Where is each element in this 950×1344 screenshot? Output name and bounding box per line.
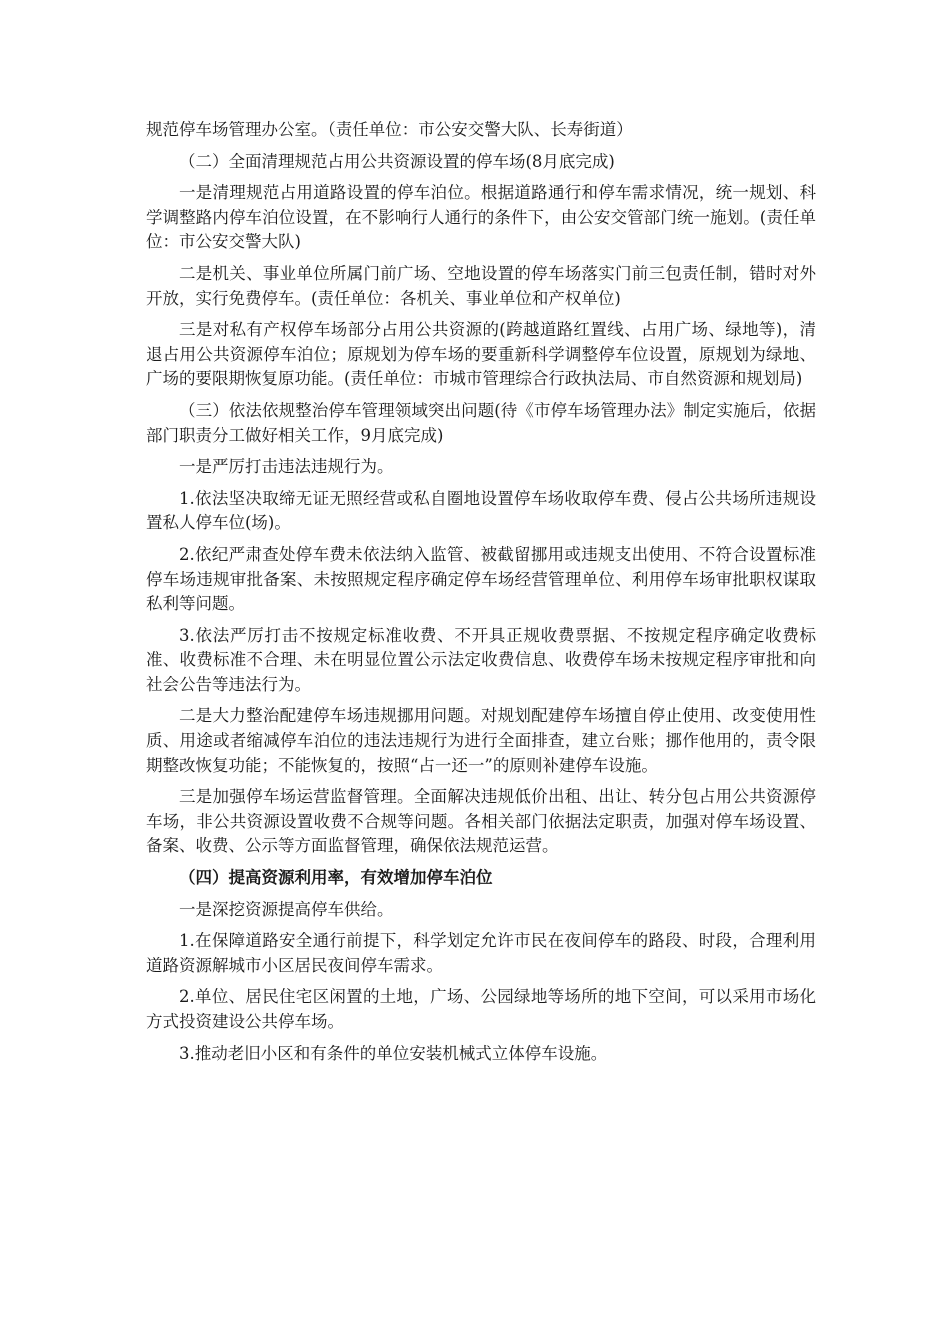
list-item: 2.单位、居民住宅区闲置的土地，广场、公园绿地等场所的地下空间，可以采用市场化方式投资建设公共停车场。 — [146, 987, 816, 1031]
list-item: 1.依法坚决取缔无证无照经营或私自圈地设置停车场收取停车费、侵占公共场所违规设置私人停车位(场)。 — [146, 488, 816, 533]
section-heading: （四）提高资源利用率，有效增加停车泊位 — [179, 868, 493, 888]
paragraph: 规范停车场管理办公室。（责任单位：市公安交警大队、长寿街道） — [146, 120, 633, 139]
document-page — [146, 118, 816, 1073]
paragraph: 三是加强停车场运营监督管理。全面解决违规低价出租、出让、转分包占用公共资源停车场，非公共资源设置收费不合规等问题。各相关部门依据法定职责，加强对停车场设置、备案、收费、公示等方面监督管理，确保依法规范运营。 — [146, 787, 816, 856]
section-heading: （三）依法依规整治停车管理领域突出问题(待《市停车场管理办法》制定实施后，依据部门职责分工做好相关工作，9月底完成) — [146, 400, 816, 445]
paragraph: 二是大力整治配建停车场违规挪用问题。对规划配建停车场擅自停止使用、改变使用性质、用途或者缩减停车泊位的违法违规行为进行全面排查，建立台账；挪作他用的，责令限期整改恢复功能；不能恢复的，按照“占一还一”的原则补建停车设施。 — [146, 706, 816, 775]
paragraph: 一是深挖资源提高停车供给。 — [179, 899, 394, 919]
list-item: 2.依纪严肃查处停车费未依法纳入监管、被截留挪用或违规支出使用、不符合设置标准停车场违规审批备案、未按照规定程序确定停车场经营管理单位、利用停车场审批职权谋取私利等问题。 — [146, 544, 816, 614]
paragraph: 二是机关、事业单位所属门前广场、空地设置的停车场落实门前三包责任制，错时对外开放，实行免费停车。(责任单位：各机关、事业单位和产权单位) — [146, 263, 816, 308]
paragraph: 一是严厉打击违法违规行为。 — [179, 457, 394, 477]
list-item: 3.依法严厉打击不按规定标准收费、不开具正规收费票据、不按规定程序确定收费标准、收费标准不合理、未在明显位置公示法定收费信息、收费停车场未按规定程序审批和向社会公告等违法行为。 — [146, 625, 816, 694]
list-item: 3.推动老旧小区和有条件的单位安装机械式立体停车设施。 — [179, 1043, 608, 1063]
list-item: 1.在保障道路安全通行前提下，科学划定允许市民在夜间停车的路段、时段，合理利用道路资源解城市小区居民夜间停车需求。 — [146, 931, 816, 975]
section-heading: （二）全面清理规范占用公共资源设置的停车场(8月底完成) — [179, 151, 615, 171]
paragraph: 一是清理规范占用道路设置的停车泊位。根据道路通行和停车需求情况，统一规划、科学调整路内停车泊位设置，在不影响行人通行的条件下，由公安交管部门统一施划。(责任单位：市公安交警大队) — [146, 183, 816, 252]
paragraph: 三是对私有产权停车场部分占用公共资源的(跨越道路红置线、占用广场、绿地等)，清退占用公共资源停车泊位；原规划为停车场的要重新科学调整停车位设置，原规划为绿地、广场的要限期恢复原功能。(责任单位：市城市管理综合行政执法局、市自然资源和规划局) — [146, 320, 816, 389]
